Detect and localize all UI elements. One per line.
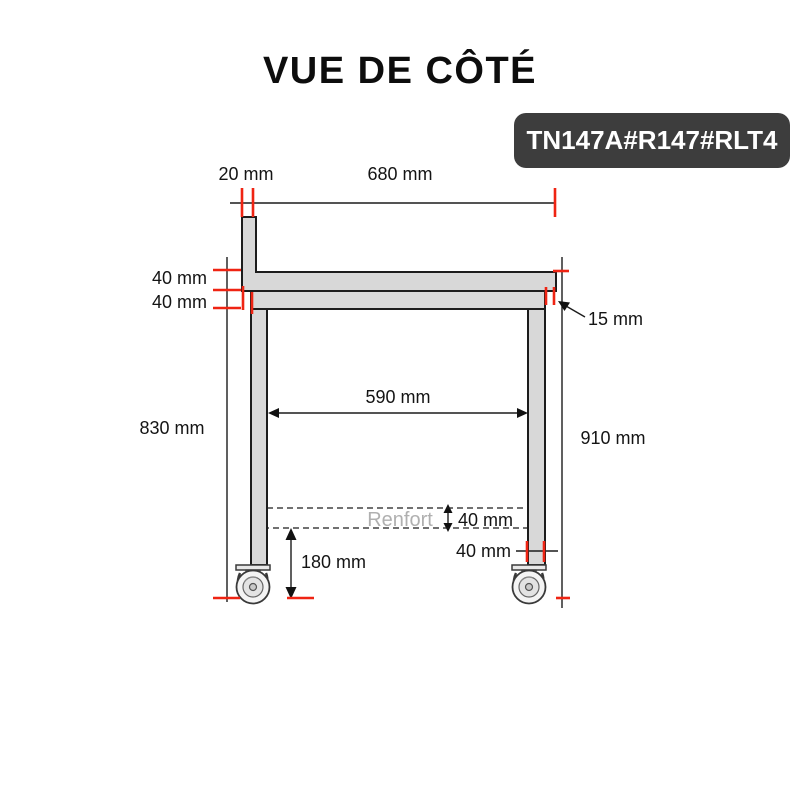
dimension-labels xyxy=(139,164,645,572)
label-renfort: Renfort xyxy=(367,509,433,531)
left-caster-wheel-icon xyxy=(236,565,270,604)
frame-rail xyxy=(251,291,545,309)
dim-leader-15-line xyxy=(566,306,585,317)
label-rail-thickness: 40 mm xyxy=(151,292,207,312)
label-top-overhang: 15 mm xyxy=(588,309,644,329)
label-top-length: 680 mm xyxy=(367,164,433,184)
label-height-left: 830 mm xyxy=(139,418,205,438)
right-leg xyxy=(528,309,545,565)
page-title: VUE DE CÔTÉ xyxy=(262,50,538,92)
dim-arrow-180-top-head xyxy=(286,528,297,540)
label-leg-width: 40 mm xyxy=(455,541,511,561)
label-clear-inner-width: 590 mm xyxy=(365,387,431,407)
right-caster-wheel-icon xyxy=(512,565,546,604)
dim-leader-15-head xyxy=(558,301,570,311)
product-code-label: TN147A#R147#RLT4 xyxy=(526,125,778,155)
label-renfort-thickness: 40 mm xyxy=(458,510,514,530)
label-top-thickness: 40 mm xyxy=(151,268,207,288)
dim-arrow-590-right-head xyxy=(517,408,528,418)
label-height-right: 910 mm xyxy=(580,428,646,448)
left-leg xyxy=(251,309,267,565)
label-backsplash-width: 20 mm xyxy=(218,164,274,184)
tabletop-and-backsplash-profile xyxy=(242,217,556,291)
dim-arrow-590-left-head xyxy=(268,408,279,418)
label-caster-clearance: 180 mm xyxy=(301,552,367,572)
